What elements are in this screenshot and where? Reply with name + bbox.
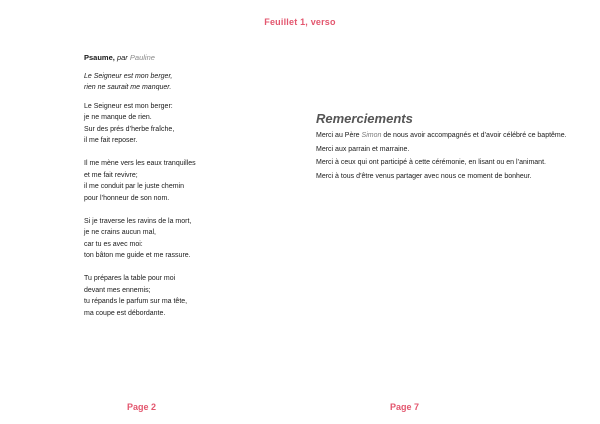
header-title: Feuillet 1, verso [264, 17, 336, 27]
thanks-line: Merci à ceux qui ont participé à cette cérémonie, en lisant ou en l’animant. [316, 159, 546, 166]
psalm-stanza [84, 158, 284, 204]
intro-line: Le Seigneur est mon berger, [84, 72, 173, 80]
thanks-line: Merci aux parrain et marraine. [316, 145, 410, 153]
psalm-title [84, 52, 284, 64]
thanks-line-before: Merci au Père [316, 132, 360, 139]
stanza-line: il me conduit par le juste chemin [84, 183, 184, 190]
stanza-line: ma coupe est débordante. [84, 309, 166, 317]
right-page [316, 111, 586, 183]
stanza-line: il me fait reposer. [84, 137, 138, 144]
thanks-line [316, 129, 586, 143]
psalm-stanza [84, 101, 284, 147]
stanza-line: pour l’honneur de son nom. [84, 194, 170, 202]
psalm-stanza [84, 216, 284, 262]
stanza-line: Il me mène vers les eaux tranquilles [84, 160, 196, 167]
stanza-line: car tu es avec moi: [84, 240, 143, 248]
stanza-line: ton bâton me guide et me rassure. [84, 252, 191, 259]
stanza-line: tu répands le parfum sur ma tête, [84, 298, 188, 305]
stanza-line: et me fait revivre; [84, 171, 138, 179]
priest-name: Simon [361, 132, 382, 139]
stanza-line: Tu prépares la table pour moi [84, 275, 176, 282]
page-number-left: Page 2 [127, 402, 157, 412]
thanks-line-after: de nous avoir accompagnés et d’avoir célébré ce baptême. [383, 132, 567, 139]
psalm-stanza [84, 273, 284, 319]
intro-line: rien ne saurait me manquer. [84, 84, 172, 91]
stanza-line: je ne crains aucun mal, [84, 229, 156, 236]
left-page [84, 52, 284, 331]
page-number-right: Page 7 [390, 402, 420, 412]
stanza-line: devant mes ennemis; [84, 286, 151, 294]
stanza-line: Sur des prés d’herbe fraîche, [84, 125, 175, 133]
psalm-title-main: Psaume, [84, 53, 115, 62]
thanks-title: Remerciements [316, 111, 413, 126]
psalm-author: Pauline [129, 53, 155, 62]
stanza-line: Le Seigneur est mon berger: [84, 102, 173, 110]
stanza-line: je ne manque de rien. [84, 114, 152, 121]
psalm-title-par: par [116, 53, 128, 62]
thanks-line: Merci à tous d’être venus partager avec nous ce moment de bonheur. [316, 172, 532, 180]
stanza-line: Si je traverse les ravins de la mort, [84, 217, 192, 225]
psalm-intro [84, 71, 284, 94]
